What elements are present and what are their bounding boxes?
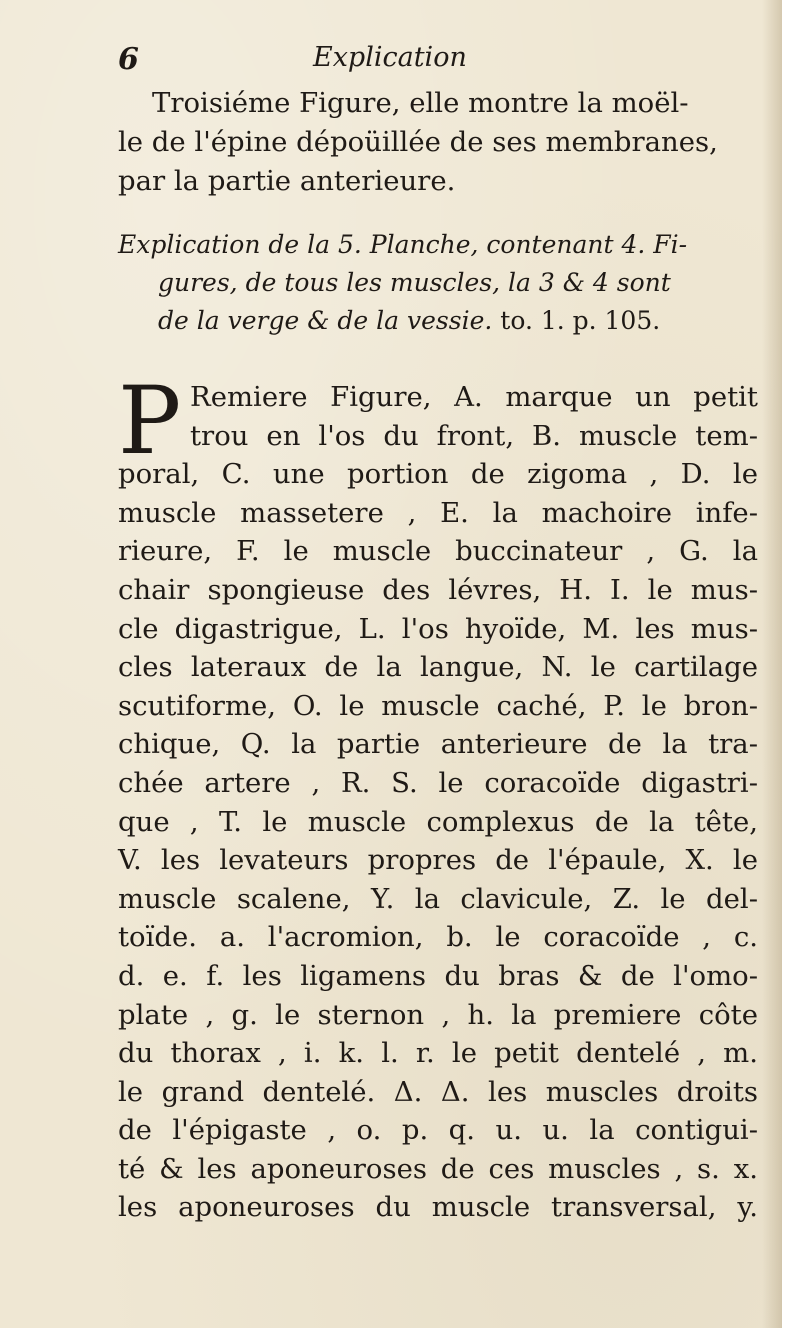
text-line: té & les aponeuroses de ces muscles , s. x.: [118, 1152, 758, 1185]
page-edge-shadow: [762, 0, 782, 1328]
text-line: chique, Q. la partie anterieure de la tra-: [118, 728, 758, 761]
text-line: Remiere Figure, A. marque un petit: [190, 381, 758, 413]
text-line: toïde. a. l'acromion, b. le coracoïde , c.: [118, 921, 758, 954]
text-line: le grand dentelé. Δ. Δ. les muscles droits: [118, 1075, 758, 1108]
text-line: cle digastrigue, L. l'os hyoïde, M. les mus-: [118, 612, 758, 645]
text-line: par la partie anterieure.: [118, 165, 456, 197]
text-line: du thorax , i. k. l. r. le petit dentelé , m.: [118, 1037, 758, 1070]
text-line: le de l'épine dépoüillée de ses membranes,: [118, 126, 718, 158]
text-line: plate , g. le sternon , h. la premiere côte: [118, 998, 758, 1031]
text-line: chée artere , R. S. le coracoïde digastri-: [118, 766, 758, 799]
drop-cap: P: [118, 367, 182, 476]
top-paragraph: [118, 84, 758, 201]
text-line: V. les levateurs propres de l'épaule, X. le: [118, 844, 758, 877]
heading-line-text: de la verge & de la vessie.: [158, 306, 493, 335]
page-number: 6: [118, 42, 139, 77]
text-line: cles lateraux de la langue, N. le cartilage: [118, 651, 758, 684]
text-line: d. e. f. les ligamens du bras & de l'omo-: [118, 959, 758, 992]
section-heading: [118, 226, 758, 340]
text-line: les aponeuroses du muscle transversal, y.: [118, 1191, 758, 1224]
main-paragraph: [118, 367, 758, 1227]
running-head: Explication: [313, 42, 467, 73]
text-line: de l'épigaste , o. p. q. u. u. la contigui-: [118, 1114, 758, 1147]
heading-line: Explication de la 5. Planche, contenant 4. Fi-: [118, 230, 688, 259]
text-line: chair spongieuse des lévres, H. I. le mus-: [118, 573, 758, 606]
text-line: muscle massetere , E. la machoire infe-: [118, 496, 758, 529]
text-line: muscle scalene, Y. la clavicule, Z. le del-: [118, 882, 758, 915]
heading-line: [118, 302, 758, 340]
text-line: rieure, F. le muscle buccinateur , G. la: [118, 535, 758, 568]
text-line: que , T. le muscle complexus de la tête,: [118, 805, 758, 838]
text-line: scutiforme, O. le muscle caché, P. le bron-: [118, 689, 758, 722]
text-line: trou en l'os du front, B. muscle tem-: [190, 419, 758, 452]
text-line: Troisiéme Figure, elle montre la moël-: [152, 87, 689, 119]
volume-page-reference: to. 1. p. 105.: [500, 306, 661, 335]
page-header: [118, 42, 738, 82]
heading-line: gures, de tous les muscles, la 3 & 4 sont: [158, 268, 671, 297]
text-line: poral, C. une portion de zigoma , D. le: [118, 458, 758, 491]
